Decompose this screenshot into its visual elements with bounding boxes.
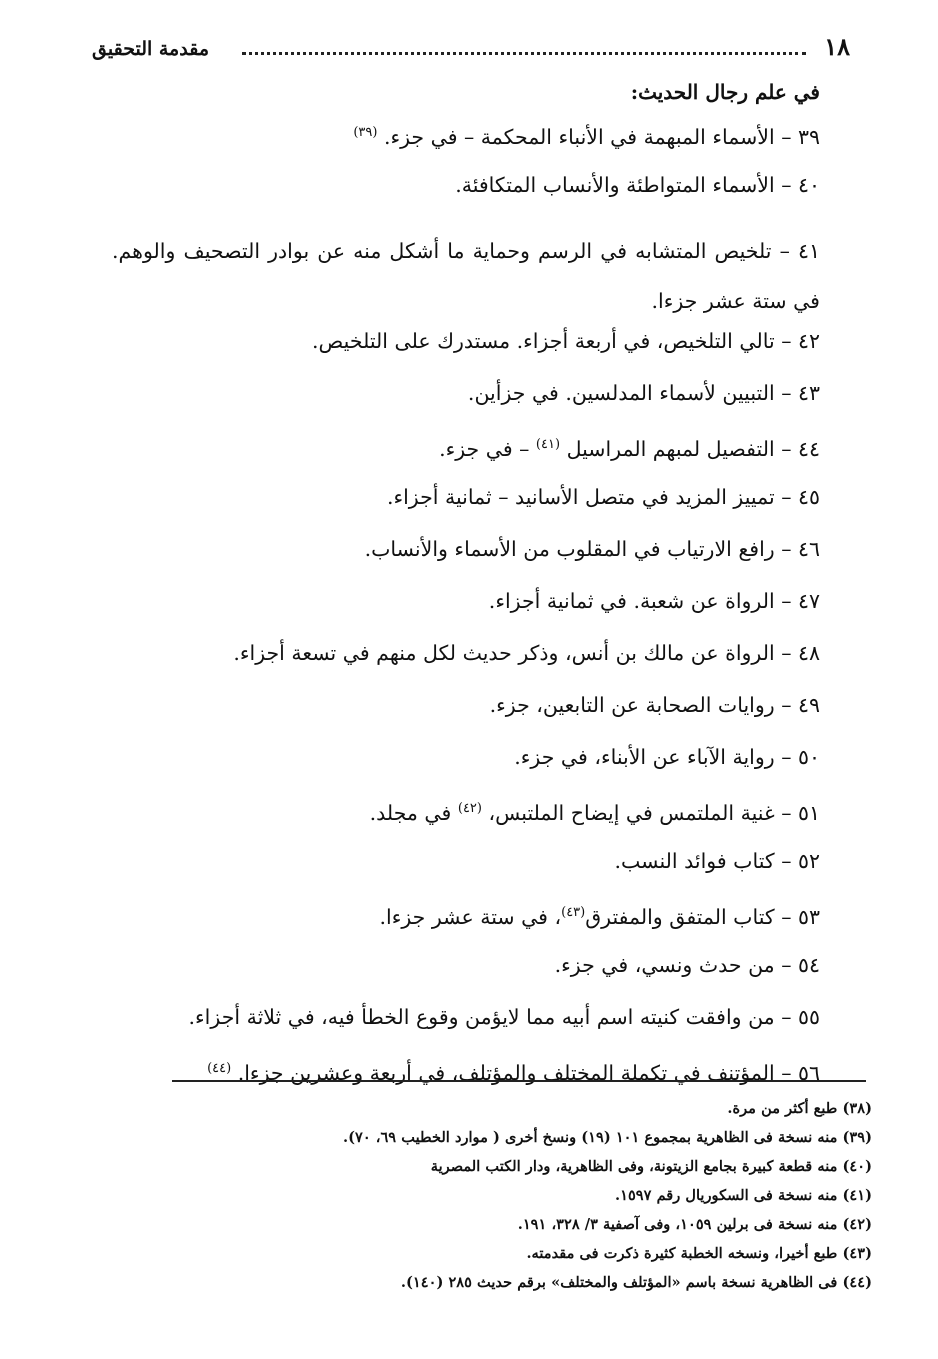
entry-text: كتاب المتفق والمفترق <box>585 904 775 929</box>
entry-text-continued: – في جزء. <box>439 436 530 461</box>
entry-number: ٤٥ <box>797 485 820 509</box>
list-item: ٥٦ – المؤتنف في تكملة المختلف والمؤتلف، في أربعة وعشرين جزءا. $^{(٤٤)}$ <box>207 1060 820 1085</box>
list-item: ٥٢ – كتاب فوائد النسب. <box>614 849 820 873</box>
entry-text: تمييز المزيد في متصل الأسانيد – ثمانية أجزاء. <box>386 485 775 509</box>
entry-text: الرواة عن مالك بن أنس، وذكر حديث لكل منهم في تسعة أجزاء. <box>233 641 775 665</box>
list-item: ٤٨ – الرواة عن مالك بن أنس، وذكر حديث لكل منهم في تسعة أجزاء. <box>233 641 820 665</box>
entry-text-continued: في مجلد. <box>369 800 452 825</box>
entry-number: ٥٠ <box>797 745 820 769</box>
entry-number: ٤٧ <box>797 589 820 613</box>
footnote-marker: (٤٢) <box>457 801 482 816</box>
entry-text: رواية الآباء عن الأبناء، في جزء. <box>514 745 775 769</box>
entry-number: ٥٥ <box>797 1005 820 1029</box>
list-item: ٤٠ – الأسماء المتواطئة والأنساب المتكافئة. <box>455 173 820 197</box>
list-item: ٥٠ – رواية الآباء عن الأبناء، في جزء. <box>514 745 820 769</box>
entry-number: ٤٠ <box>797 173 820 197</box>
entry-text: غنية الملتمس في إيضاح الملتبس، <box>488 800 775 825</box>
footnote-divider <box>172 1080 866 1082</box>
entry-text: روايات الصحابة عن التابعين، جزء. <box>489 693 775 717</box>
entry-number: ٥٦ <box>797 1060 820 1085</box>
entry-text-continued: ، في ستة عشر جزءا. <box>379 904 562 929</box>
footnote-marker: (٤٣) <box>561 905 586 920</box>
entry-number: ٥٣ <box>797 904 820 929</box>
footnote: (٤٠) منه قطعة كبيرة بجامع الزيتونة، وفى الظاهرية، ودار الكتب المصرية <box>430 1158 872 1175</box>
footnote: (٤٣) طبع أخيرا، ونسخه الخطبة كثيرة ذكرت فى مقدمته. <box>526 1245 872 1262</box>
entry-text: تلخيص المتشابه في الرسم وحماية ما أشكل منه عن بوادر التصحيف والوهم. في ستة عشر جزءا. <box>112 239 820 313</box>
footnote-marker: (٤١) <box>535 437 561 452</box>
list-item: ٤١ – تلخيص المتشابه في الرسم وحماية ما أشكل منه عن بوادر التصحيف والوهم. في ستة عشر جزءا. <box>112 239 820 313</box>
entry-number: ٤٣ <box>797 381 820 405</box>
footnote: (٣٩) منه نسخة فى الظاهرية بمجموع ١٠١ (١٩) ونسخ أخرى ( موارد الخطيب ٦٩، ٧٠). <box>342 1129 872 1146</box>
entry-text: الرواة عن شعبة. في ثمانية أجزاء. <box>488 589 775 613</box>
running-title: مقدمة التحقيق <box>92 38 209 60</box>
entry-number: ٤٢ <box>797 329 820 353</box>
page-header <box>92 28 850 72</box>
footnote: (٤١) منه نسخة فى السكوريال رقم ١٥٩٧. <box>615 1187 872 1204</box>
entry-number: ٤٦ <box>797 537 820 561</box>
entry-text: تالي التلخيص، في أربعة أجزاء. مستدرك على التلخيص. <box>312 329 775 353</box>
list-item: ٤٢ – تالي التلخيص، في أربعة أجزاء. مستدرك على التلخيص. <box>312 329 820 353</box>
entry-number: ٥٤ <box>797 953 820 977</box>
list-item: ٤٩ – روايات الصحابة عن التابعين، جزء. <box>489 693 820 717</box>
entry-text: من حدث ونسي، في جزء. <box>554 953 775 977</box>
list-item: ٤٤ – التفصيل لمبهم المراسيل $^{(٤١)}$ – في جزء. <box>439 436 820 461</box>
list-item: ٥٣ – كتاب المتفق والمفترق$^{(٤٣)}$، في ستة عشر جزءا. <box>379 904 820 929</box>
entry-text: التفصيل لمبهم المراسيل <box>566 436 775 461</box>
entry-number: ٤٨ <box>797 641 820 665</box>
list-item: ٥٥ – من وافقت كنيته اسم أبيه مما لايؤمن وقوع الخطأ فيه، في ثلاثة أجزاء. <box>188 1005 820 1029</box>
list-item: ٣٩ – الأسماء المبهمة في الأنباء المحكمة – في جزء. $^{(٣٩)}$ <box>353 124 820 149</box>
footnotes <box>120 1094 872 1297</box>
header-leader-dots <box>242 52 806 55</box>
list-item: ٥١ – غنية الملتمس في إيضاح الملتبس، $^{(٤٢)}$ في مجلد. <box>369 800 820 825</box>
entry-text: كتاب فوائد النسب. <box>614 849 775 873</box>
entry-text: المؤتنف في تكملة المختلف والمؤتلف، في أربعة وعشرين جزءا. <box>237 1060 775 1085</box>
entry-text: الأسماء المتواطئة والأنساب المتكافئة. <box>455 173 775 197</box>
list-item: ٤٣ – التبيين لأسماء المدلسين. في جزأين. <box>467 381 820 405</box>
footnote: (٣٨) طبع أكثر من مرة. <box>727 1100 872 1117</box>
entry-number: ٣٩ <box>797 124 820 149</box>
footnote: (٤٢) منه نسخة فى برلين ١٠٥٩، وفى آصفية ٣/ ٣٢٨، ١٩١. <box>517 1216 872 1233</box>
footnote-marker: (٣٩) <box>353 125 378 140</box>
entry-number: ٤٩ <box>797 693 820 717</box>
entry-text: من وافقت كنيته اسم أبيه مما لايؤمن وقوع الخطأ فيه، في ثلاثة أجزاء. <box>188 1005 775 1029</box>
entry-text: الأسماء المبهمة في الأنباء المحكمة – في جزء. <box>383 124 775 149</box>
list-item: ٤٧ – الرواة عن شعبة. في ثمانية أجزاء. <box>488 589 820 613</box>
entry-text: التبيين لأسماء المدلسين. في جزأين. <box>467 381 775 405</box>
list-item: ٤٥ – تمييز المزيد في متصل الأسانيد – ثمانية أجزاء. <box>386 485 820 509</box>
page-number: ١٨ <box>824 32 850 61</box>
entry-number: ٤١ <box>797 239 820 263</box>
list-item: ٤٦ – رافع الارتياب في المقلوب من الأسماء والأنساب. <box>364 537 820 561</box>
section-heading: في علم رجال الحديث: <box>630 80 820 104</box>
list-item: ٥٤ – من حدث ونسي، في جزء. <box>554 953 820 977</box>
entry-number: ٥٢ <box>797 849 820 873</box>
footnote: (٤٤) فى الظاهرية نسخة باسم «المؤتلف والمختلف» برقم حديث ٢٨٥ (١٤٠). <box>400 1274 872 1291</box>
entry-text: رافع الارتياب في المقلوب من الأسماء والأنساب. <box>364 537 775 561</box>
entry-number: ٥١ <box>797 800 820 825</box>
footnote-marker: (٤٤) <box>207 1061 232 1076</box>
entry-number: ٤٤ <box>797 436 820 461</box>
